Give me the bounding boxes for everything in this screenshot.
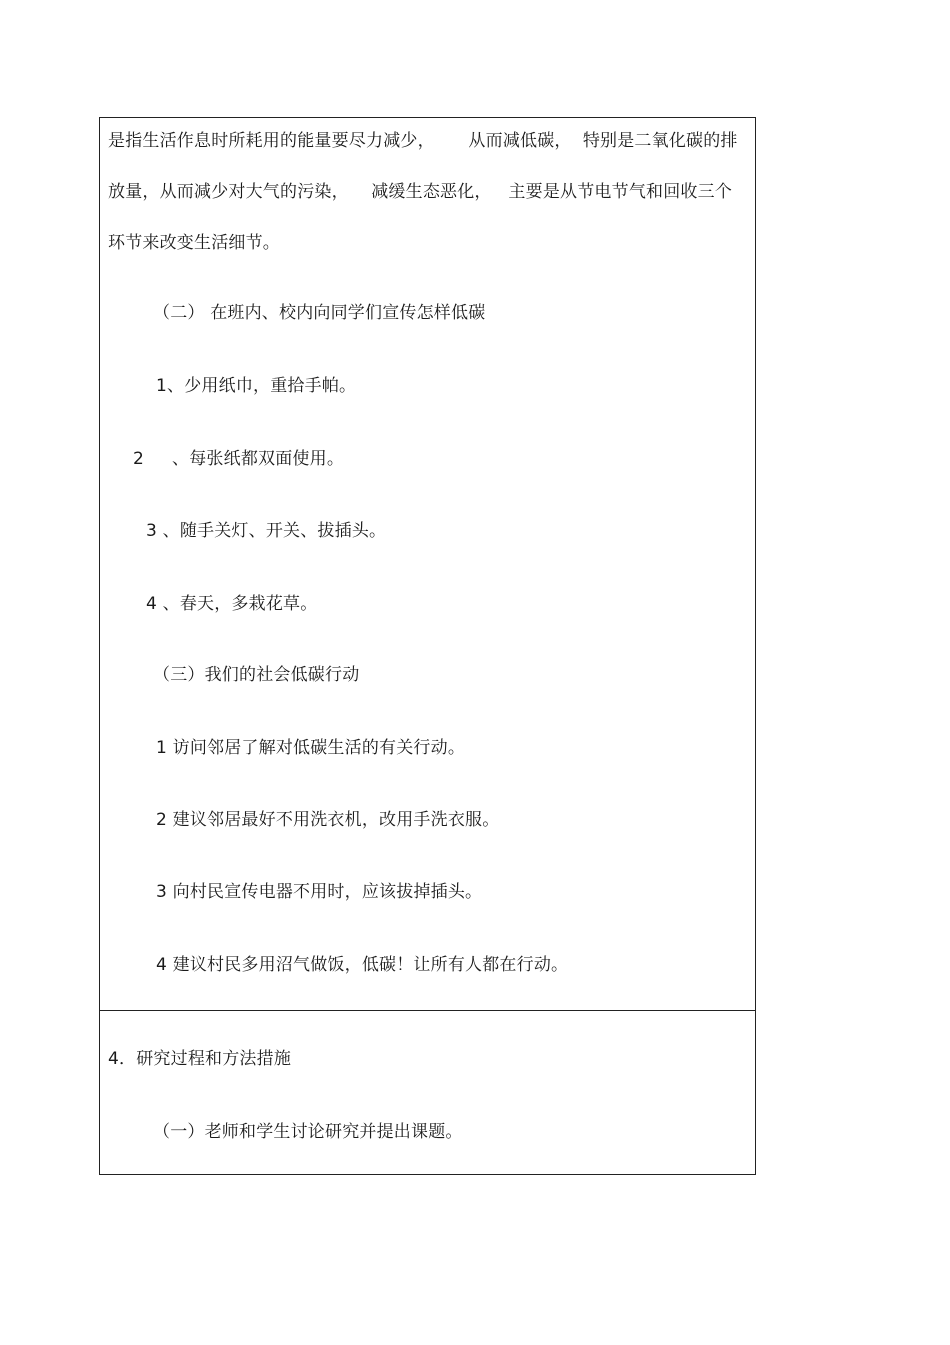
list-item: 1 访问邻居了解对低碳生活的有关行动。 (156, 738, 466, 758)
list-item: 3 、随手关灯、开关、拔插头。 (146, 521, 387, 541)
content-table (99, 117, 756, 1175)
list-item: 1、少用纸巾，重拾手帕。 (156, 376, 357, 396)
list-item: 4 建议村民多用沼气做饭，低碳！让所有人都在行动。 (156, 955, 569, 975)
paragraph-line-3: 环节来改变生活细节。 (108, 233, 280, 253)
section-heading-2: （二） 在班内、校内向同学们宣传怎样低碳 (153, 303, 486, 323)
list-item: （一）老师和学生讨论研究并提出课题。 (153, 1122, 463, 1142)
paragraph-line-1: 是指生活作息时所耗用的能量要尽力减少， 从而减低碳， 特别是二氧化碳的排 (108, 131, 738, 151)
table-row-divider (100, 1010, 755, 1011)
section-heading-3: （三）我们的社会低碳行动 (153, 665, 360, 685)
section-heading-4: 4．研究过程和方法措施 (108, 1049, 292, 1069)
paragraph-line-2: 放量，从而减少对大气的污染， 减缓生态恶化， 主要是从节电节气和回收三个 (108, 182, 733, 202)
list-item: 3 向村民宣传电器不用时，应该拔掉插头。 (156, 882, 483, 902)
list-item: 2 建议邻居最好不用洗衣机，改用手洗衣服。 (156, 810, 500, 830)
list-item: 2 、每张纸都双面使用。 (133, 449, 345, 469)
list-item: 4 、春天，多栽花草。 (146, 594, 318, 614)
